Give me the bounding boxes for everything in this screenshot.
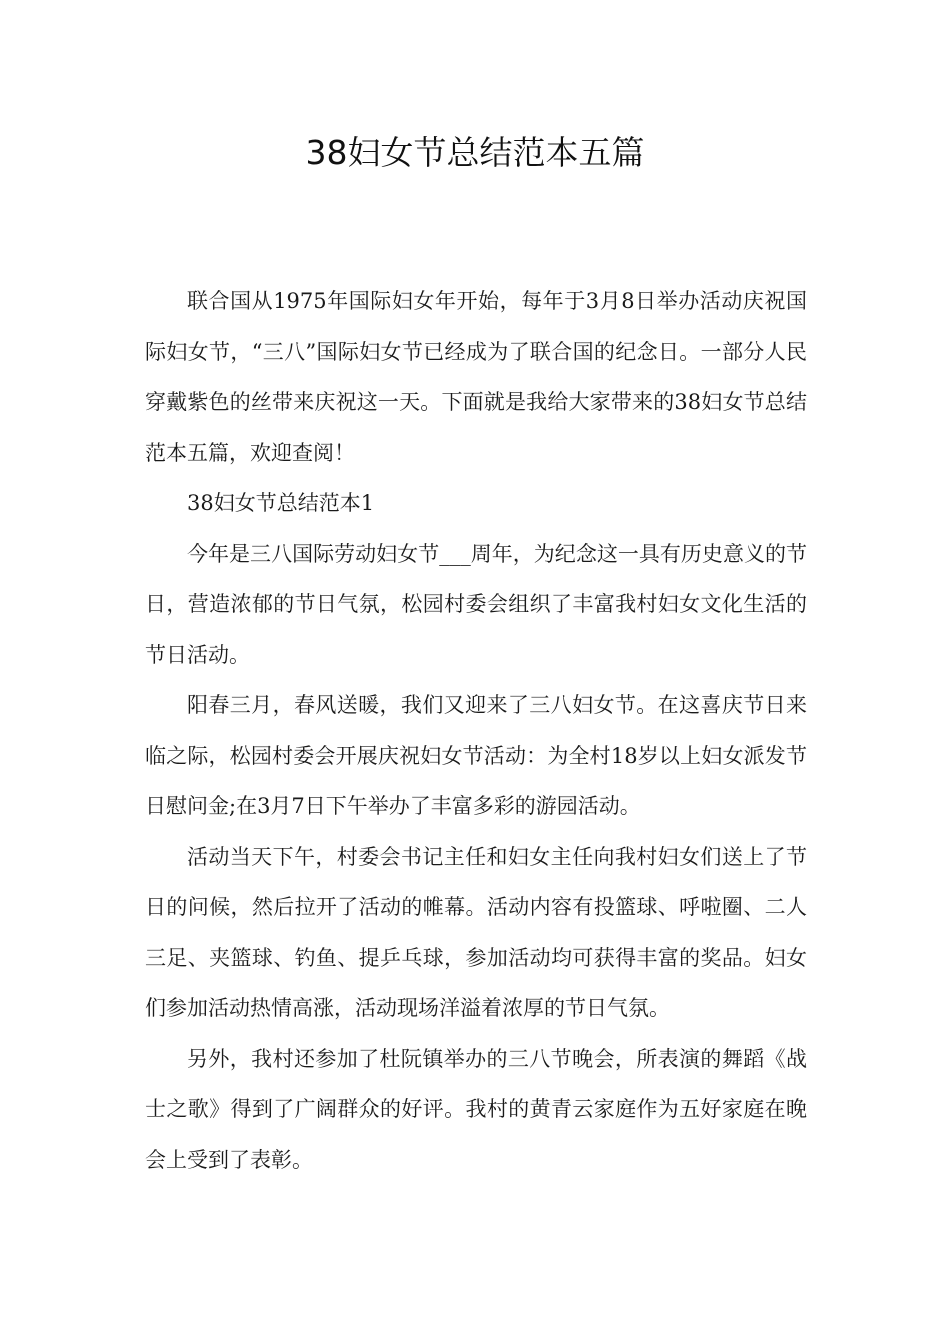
body-paragraph: 阳春三月，春风送暖，我们又迎来了三八妇女节。在这喜庆节日来临之际，松园村委会开展庆祝妇女节活动：为全村18岁以上妇女派发节日慰问金;在3月7日下午举办了丰富多彩的游园活动。 (145, 693, 807, 818)
body-paragraph: 活动当天下午，村委会书记主任和妇女主任向我村妇女们送上了节日的问候，然后拉开了活动的帷幕。活动内容有投篮球、呼啦圈、二人三足、夹篮球、钓鱼、提乒乓球，参加活动均可获得丰富的奖品。妇女们参加活动热情高涨，活动现场洋溢着浓厚的节日气氛。 (145, 844, 807, 1020)
document-title: 38妇女节总结范本五篇 (305, 133, 645, 172)
document-body (145, 276, 807, 1185)
intro-paragraph: 联合国从1975年国际妇女年开始，每年于3月8日举办活动庆祝国际妇女节，“三八”国际妇女节已经成为了联合国的纪念日。一部分人民穿戴紫色的丝带来庆祝这一天。下面就是我给大家带来的38妇女节总结范本五篇，欢迎查阅！ (145, 289, 807, 465)
section-heading: 38妇女节总结范本1 (187, 491, 375, 515)
body-paragraph: 另外，我村还参加了杜阮镇举办的三八节晚会，所表演的舞蹈《战士之歌》得到了广阔群众的好评。我村的黄青云家庭作为五好家庭在晚会上受到了表彰。 (145, 1046, 807, 1172)
body-paragraph: 今年是三八国际劳动妇女节___周年，为纪念这一具有历史意义的节日，营造浓郁的节日气氛，松园村委会组织了丰富我村妇女文化生活的节日活动。 (145, 541, 807, 667)
